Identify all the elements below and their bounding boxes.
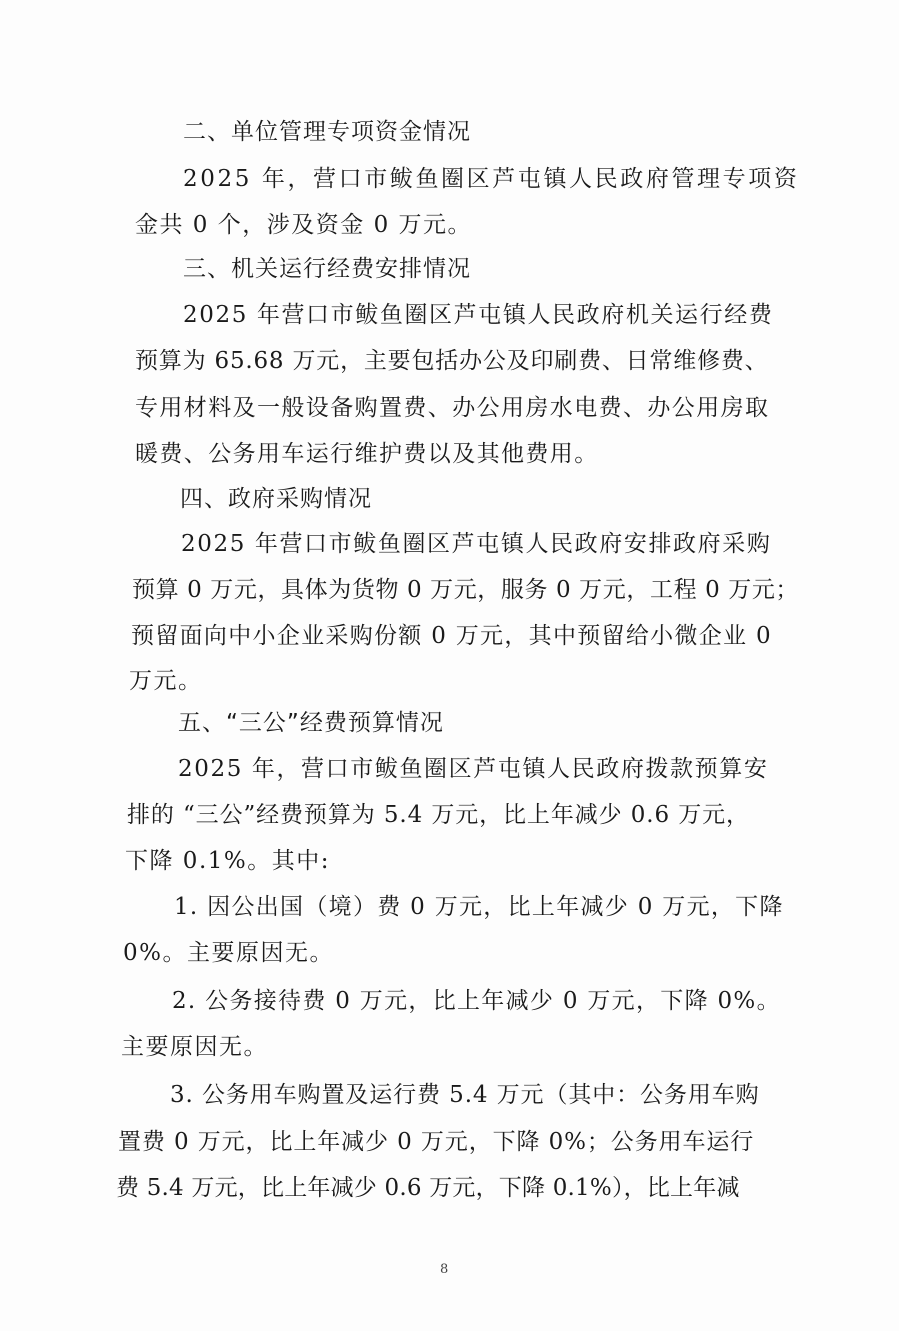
list-item-line: 主要原因无。 <box>121 1034 268 1060</box>
paragraph-line: 排的 “三公”经费预算为 5.4 万元，比上年减少 0.6 万元， <box>127 802 750 828</box>
section-heading-procurement: 四、政府采购情况 <box>180 486 372 512</box>
paragraph-line: 2025 年营口市鲅鱼圈区芦屯镇人民政府安排政府采购 <box>181 531 772 557</box>
paragraph-line: 预算为 65.68 万元，主要包括办公及印刷费、日常维修费、 <box>135 348 769 374</box>
list-item-line: 3. 公务用车购置及运行费 5.4 万元（其中：公务用车购 <box>170 1082 760 1108</box>
paragraph-line: 预算 0 万元，具体为货物 0 万元，服务 0 万元，工程 0 万元； <box>132 577 800 603</box>
section-heading-three-public-expenses: 五、“三公”经费预算情况 <box>178 710 444 736</box>
paragraph-line: 金共 0 个，涉及资金 0 万元。 <box>135 212 473 238</box>
list-item-line: 置费 0 万元，比上年减少 0 万元，下降 0%；公务用车运行 <box>118 1129 755 1155</box>
section-heading-unit-special-funds: 二、单位管理专项资金情况 <box>183 119 471 145</box>
list-item-line: 2. 公务接待费 0 万元，比上年减少 0 万元，下降 0%。 <box>172 988 781 1014</box>
list-item-line: 1. 因公出国（境）费 0 万元，比上年减少 0 万元，下降 <box>174 894 784 920</box>
page-number: 8 <box>440 1262 449 1277</box>
list-item-line: 费 5.4 万元，比上年减少 0.6 万元，下降 0.1%），比上年减 <box>116 1175 740 1201</box>
list-item-line: 0%。主要原因无。 <box>123 940 334 966</box>
paragraph-line: 2025 年营口市鲅鱼圈区芦屯镇人民政府机关运行经费 <box>183 302 774 328</box>
paragraph-line: 万元。 <box>129 668 203 694</box>
paragraph-line: 暖费、公务用车运行维护费以及其他费用。 <box>135 441 599 467</box>
paragraph-line: 专用材料及一般设备购置费、办公用房水电费、办公用房取 <box>135 395 770 421</box>
paragraph-line: 预留面向中小企业采购份额 0 万元，其中预留给小微企业 0 <box>131 623 772 649</box>
section-heading-operating-expenses: 三、机关运行经费安排情况 <box>183 256 471 282</box>
paragraph-line: 2025 年，营口市鲅鱼圈区芦屯镇人民政府拨款预算安 <box>178 756 769 782</box>
paragraph-line: 下降 0.1%。其中: <box>125 848 330 874</box>
paragraph-line: 2025 年，营口市鲅鱼圈区芦屯镇人民政府管理专项资 <box>183 166 800 192</box>
